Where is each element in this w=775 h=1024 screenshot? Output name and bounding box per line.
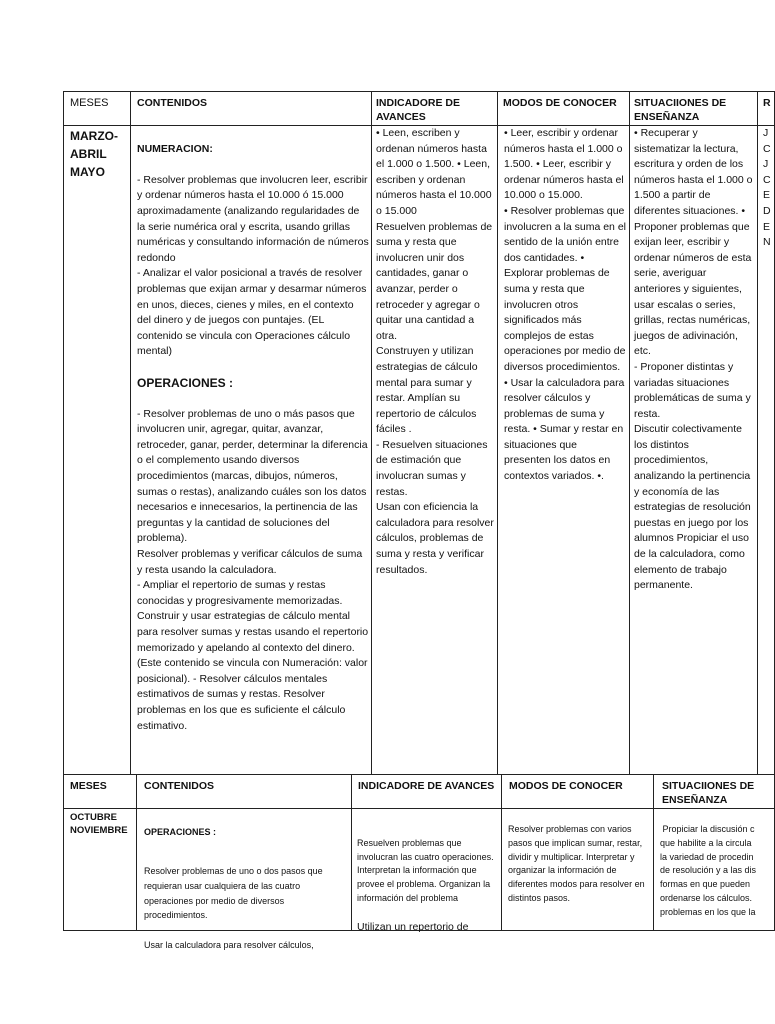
cell-contenidos: [144, 810, 349, 950]
table-planning-marzo-mayo: [63, 91, 775, 777]
indicadores-text: Resuelven problemas que involucran las cuatro operaciones. Interpretan la información que provee el problema. Organizan la información del problema: [357, 837, 494, 903]
header-extra: R: [763, 97, 771, 109]
header-contenidos: CONTENIDOS: [137, 97, 208, 109]
header-row-divider: [64, 808, 774, 809]
cell-modos: • Leer, escribir y ordenar números hasta el 1.000 o 1.500. • Leer, escribir y ordenar números hasta el 10.000 o 15.000. • Resolver problemas que involucren a la suma en el sentido de la unión entre dos cantidades. • Explorar problemas de suma y resta que involucren otros significados más complejos de estas operaciones por medio de diversos procedimientos. • Usar la calculadora para resolver cálculos y problemas de suma y resta. • Sumar y restar en situaciones que presenten los datos en contextos variados. •.: [504, 127, 626, 483]
header-indicadores: INDICADORE DE AVANCES: [376, 97, 461, 123]
header-meses: MESES: [70, 97, 109, 109]
indicadores-last-line: Utilizan un repertorio de: [357, 920, 469, 933]
cell-indicadores: [357, 823, 500, 933]
cell-extra: J C J C E D E N: [763, 127, 771, 249]
cell-modos: Resolver problemas con varios pasos que implican sumar, restar, dividir y multiplicar. Interpretar y organizar la información de diferentes modos para resolver en distintos pasos.: [508, 824, 645, 903]
cell-contenidos: [137, 126, 369, 766]
table-planning-octubre-noviembre: [63, 774, 775, 950]
header-modos: MODOS DE CONOCER: [503, 97, 617, 109]
header-modos: MODOS DE CONOCER: [509, 780, 623, 792]
cell-situaciones: Propiciar la discusión c que habilite a la circula la variedad de procedin de resolución y a las dis formas en que pueden ordenarse los cálculos. problemas en los que la: [660, 824, 757, 917]
header-meses: MESES: [70, 780, 107, 792]
operaciones-title: OPERACIONES :: [137, 375, 234, 390]
column-meses: [64, 775, 137, 930]
header-indicadores: INDICADORE DE AVANCES: [358, 780, 495, 792]
cell-meses: OCTUBRE NOVIEMBRE: [70, 812, 128, 836]
operaciones-title: OPERACIONES :: [144, 826, 217, 837]
cell-indicadores: • Leen, escriben y ordenan números hasta el 1.000 o 1.500. • Leen, escriben y ordenan números hasta el 10.000 o 15.000 Resuelven problemas de suma y resta que involucren unir dos cantidades, ganar o avanzar, perder o retroceder y agregar o quitar una cantidad a otra. Construyen y utilizan estrategias de cálculo mental para sumar y restar. Amplían su repertorio de cálculos fáciles . - Resuelven situaciones de estimación que involucran sumas y restas. Usan con eficiencia la calculadora para resolver cálculos, problemas de suma y resta y verificar resultados.: [376, 127, 494, 576]
header-situaciones: SITUACIIONES DE ENSEÑANZA: [662, 780, 755, 806]
numeracion-title: NUMERACION:: [137, 142, 213, 155]
operaciones-text: - Resolver problemas de uno o más pasos que involucren unir, agregar, quitar, avanzar, retroceder, ganar, perder, determinar la diferencia o el complemento usando diversos procedimientos (marcas, dibujos, números, sumas o restas), analizando cuáles son los datos necesarios e innecesarios, la pertinencia de las preguntas y la cantidad de soluciones del problema). Resolver problemas y verificar cálculos de suma y resta usando la calculadora. - Ampliar el repertorio de sumas y restas conocidas y progresivamente memorizadas. Construir y usar estrategias de cálculo mental para resolver sumas y restas usando el repertorio memorizado y apelando al contexto del dinero. (Este contenido se vincula con Numeración: valor posicional). - Resolver cálculos mentales estimativos de sumas y restas. Resolver problemas en los que es suficiente el cálculo estimativo.: [137, 407, 369, 732]
numeracion-text: - Resolver problemas que involucren leer, escribir y ordenar números hasta el 10.000 ó 15.000 aproximadamente (analizando regularidades de la serie numérica oral y escrita, usando grillas numéricas y consultando información de números redondo - Analizar el valor posicional a través de resolver problemas que exijan armar y desarmar números en unos, dieces, cienes y miles, en el contexto del dinero y de juegos con puntajes. (EL contenido se vincula con Operaciones cálculo mental): [137, 173, 369, 358]
column-meses: [64, 92, 131, 776]
cell-meses: MARZO- ABRIL MAYO: [70, 129, 118, 179]
contenidos-text: Resolver problemas de uno o dos pasos que requieran usar cualquiera de las cuatro operaciones por medio de diversos procedimientos. Usar la calculadora para resolver cálculos,: [144, 866, 323, 950]
header-situaciones: SITUACIIONES DE ENSEÑANZA: [634, 97, 727, 123]
cell-situaciones: • Recuperar y sistematizar la lectura, escritura y orden de los números hasta el 1.000 o 1.500 a partir de diferentes situaciones. • Proponer problemas que exijan leer, escribir y ordenar números de esta serie, averiguar anteriores y siguientes, usar escalas o series, grillas, rectas numéricas, juegos de adivinación, etc. - Proponer distintas y variadas situaciones problemáticas de suma y resta. Discutir colectivamente los distintos procedimientos, analizando la pertinencia y economía de las estrategias de resolución puestas en juego por los alumnos Propiciar el uso de la calculadora, como elemento de trabajo permanente.: [634, 127, 753, 592]
header-contenidos: CONTENIDOS: [144, 780, 215, 792]
